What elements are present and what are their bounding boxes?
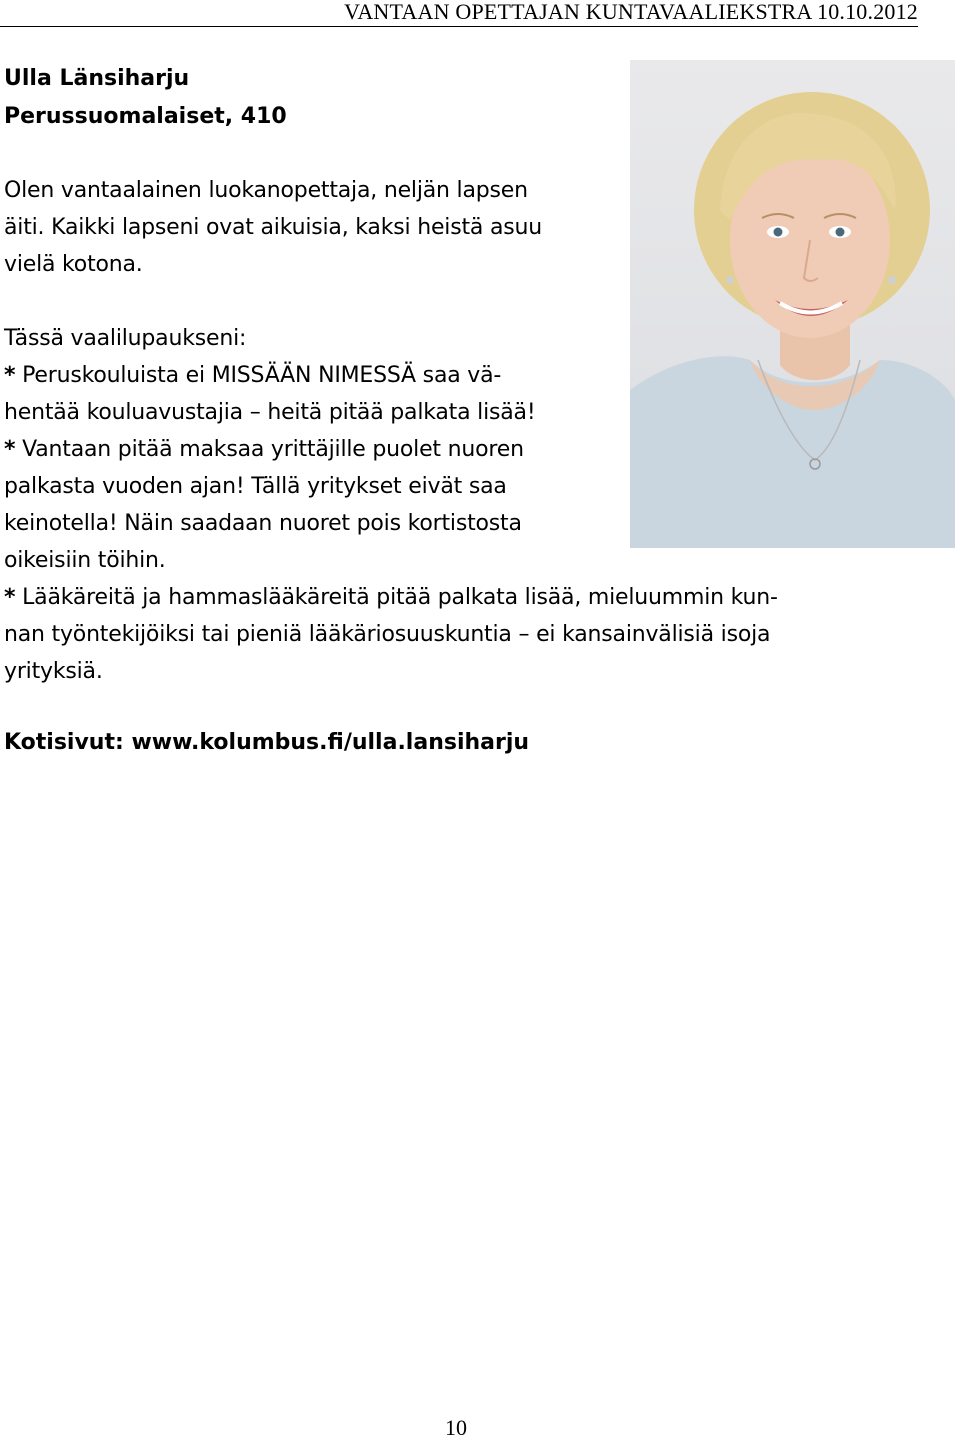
page-header: [0, 0, 918, 27]
intro-line: äiti. Kaikki lapseni ovat aikuisia, kaksi heistä asuu: [4, 215, 543, 240]
promise-text: oikeisiin töihin.: [4, 548, 166, 573]
candidate-party-number: Perussuomalaiset, 410: [4, 104, 287, 129]
promise-text: palkasta vuoden ajan! Tällä yritykset eivät saa: [4, 474, 507, 499]
promise-text: yrityksiä.: [4, 659, 103, 684]
page-number: 10: [445, 1415, 467, 1440]
candidate-intro: [4, 172, 624, 283]
promise-line: [4, 653, 904, 690]
promise-text: hentää kouluavustajia – heitä pitää palkata lisää!: [4, 400, 536, 425]
promise-line: [4, 579, 904, 616]
intro-line: vielä kotona.: [4, 252, 143, 277]
candidate-portrait: [630, 60, 955, 548]
candidate-name: Ulla Länsiharju: [4, 66, 190, 91]
homepage-link[interactable]: Kotisivut: www.kolumbus.fi/ulla.lansiharju: [4, 730, 530, 755]
intro-line: Olen vantaalainen luokanopettaja, neljän lapsen: [4, 178, 528, 203]
promise-text: Peruskouluista ei MISSÄÄN NIMESSÄ saa vä-: [22, 363, 502, 388]
bullet-star: *: [4, 363, 16, 388]
promises-heading: Tässä vaalilupaukseni:: [4, 326, 247, 351]
header-title: VANTAAN OPETTAJAN KUNTAVAALIEKSTRA 10.10.2012: [344, 0, 918, 24]
bullet-star: *: [4, 437, 16, 462]
promise-text: Vantaan pitää maksaa yrittäjille puolet nuoren: [22, 437, 524, 462]
promise-text: Lääkäreitä ja hammaslääkäreitä pitää palkata lisää, mieluummin kun-: [22, 585, 778, 610]
candidate-info: [4, 60, 287, 136]
promise-text: nan työntekijöiksi tai pieniä lääkäriosuuskuntia – ei kansainvälisiä isoja: [4, 622, 771, 647]
promise-text: keinotella! Näin saadaan nuoret pois kortistosta: [4, 511, 522, 536]
promise-line: [4, 616, 904, 653]
bullet-star: *: [4, 585, 16, 610]
